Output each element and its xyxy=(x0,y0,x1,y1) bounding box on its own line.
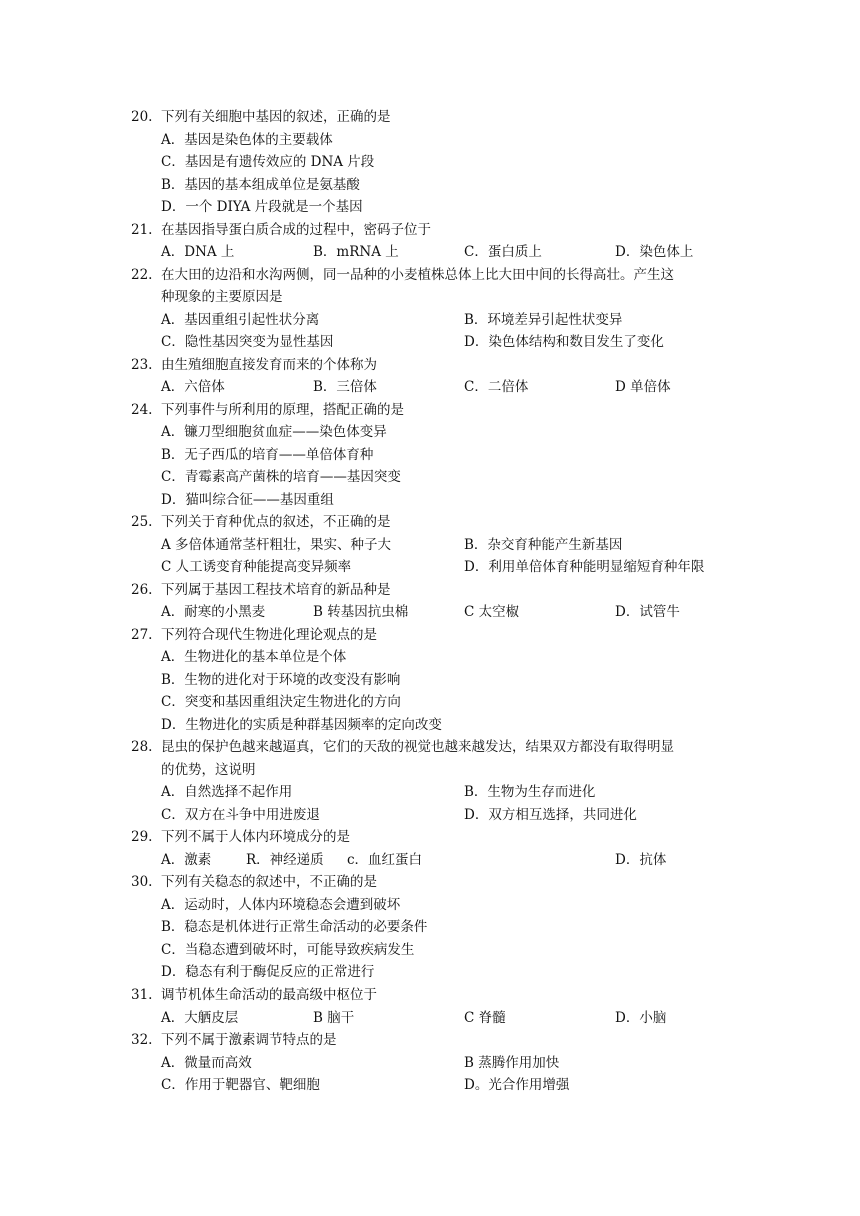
option: D 单倍体 xyxy=(615,379,671,395)
option: C．双方在斗争中用进废退 xyxy=(161,807,320,823)
option: D．抗体 xyxy=(615,852,667,868)
option: C．基因是有遗传效应的 DNA 片段 xyxy=(161,154,375,170)
question-stem: 下列有关细胞中基因的叙述，正确的是 xyxy=(161,109,391,125)
option: A．大舾皮层 xyxy=(161,1010,239,1026)
option: C．二倍体 xyxy=(464,379,529,395)
option: B．基因的基本组成单位是氨基酸 xyxy=(161,177,360,193)
option: C．隐性基因突变为显性基因 xyxy=(161,334,334,350)
option: D．试管牛 xyxy=(615,604,680,620)
option: A．DNA 上 xyxy=(161,244,235,260)
question-number: 23. xyxy=(131,357,153,373)
option: C．青霉素高产菌株的培育——基因突变 xyxy=(161,469,401,485)
question-stem: 下列有关稳态的叙述中，不正确的是 xyxy=(161,874,377,890)
option: D．染色体结构和数目发生了变化 xyxy=(464,334,664,350)
option: A．镰刀型细胞贫血症——染色体变异 xyxy=(161,424,387,440)
option: D．一个 DIYA 片段就是一个基因 xyxy=(161,199,363,215)
question-stem: 在基因指导蛋白质合成的过程中，密码子位于 xyxy=(161,222,431,238)
option: A．六倍体 xyxy=(161,379,225,395)
question-stem: 调节机体生命活动的最高级中枢位于 xyxy=(161,987,377,1003)
question-number: 25. xyxy=(131,514,153,530)
question-number: 31. xyxy=(131,987,153,1003)
option: B 转基因抗虫棉 xyxy=(313,604,409,620)
option: A．耐寒的小黑麦 xyxy=(161,604,266,620)
option: A．基因重组引起性状分离 xyxy=(161,312,320,328)
question-number: 30. xyxy=(131,874,153,890)
option: A．基因是染色体的主要载体 xyxy=(161,132,333,148)
question-number: 32. xyxy=(131,1032,153,1048)
option: A．生物进化的基本单位是个体 xyxy=(161,649,347,665)
question-stem: 下列不属于人体内环境成分的是 xyxy=(161,829,350,845)
option: B．稳态是机体进行正常生命活动的必要条件 xyxy=(161,919,428,935)
option: B．无子西瓜的培育——单倍体育种 xyxy=(161,447,374,463)
option: D．染色体上 xyxy=(615,244,694,260)
question-number: 20. xyxy=(131,109,153,125)
option: A 多倍体通常茎杆粗壮，果实、种子大 xyxy=(161,537,392,553)
option: B 脑干 xyxy=(313,1010,355,1026)
option: D．生物进化的实质是种群基因频率的定向改变 xyxy=(161,717,442,733)
question-number: 28. xyxy=(131,739,153,755)
option: B．三倍体 xyxy=(313,379,377,395)
option: A．微量而高效 xyxy=(161,1055,252,1071)
option: D．利用单倍体育种能明显缩短育种年限 xyxy=(464,559,705,575)
option: D．小脑 xyxy=(615,1010,667,1026)
option: B．杂交育种能产生新基因 xyxy=(464,537,623,553)
question-number: 29. xyxy=(131,829,153,845)
option: C．突变和基因重组決定生物进化的方向 xyxy=(161,694,401,710)
option: R．神经递质 xyxy=(246,852,324,868)
option: B．环境差异引起性状变异 xyxy=(464,312,623,328)
option: A．自然选择不起作用 xyxy=(161,784,293,800)
question-stem-continued: 的优势，这说明 xyxy=(161,762,256,778)
question-number: 22. xyxy=(131,267,153,283)
question-stem: 下列属于基因工程技术培育的新品种是 xyxy=(161,582,391,598)
option: C．蛋白质上 xyxy=(464,244,542,260)
option: D．双方相互选择，共同进化 xyxy=(464,807,637,823)
option: B．生物的进化对于环境的改变没有影响 xyxy=(161,672,401,688)
question-stem: 由生殖细胞直接发育而来的个体称为 xyxy=(161,357,377,373)
option: B．mRNA 上 xyxy=(313,244,399,260)
option: D．稳态有利于酶促反应的正常进行 xyxy=(161,964,375,980)
option: C 太空椒 xyxy=(464,604,520,620)
question-stem: 昆虫的保护色越来越逼真，它们的天敌的视觉也越来越发达，结果双方都没有取得明显 xyxy=(161,739,674,755)
question-stem: 下列不属于激素调节特点的是 xyxy=(161,1032,337,1048)
option: D．猫叫综合征——基因重组 xyxy=(161,492,334,508)
option: B 蒸腾作用加快 xyxy=(464,1055,560,1071)
option: D。光合作用增强 xyxy=(464,1077,570,1093)
option: A．激素 xyxy=(161,852,212,868)
question-stem: 下列关于育种优点的叙述，不正确的是 xyxy=(161,514,391,530)
question-stem: 下列符合现代生物进化理论观点的是 xyxy=(161,627,377,643)
option: C．作用于靶器官、靶细胞 xyxy=(161,1077,320,1093)
option: C 人工诱变育种能提高变异频率 xyxy=(161,559,352,575)
option: A．运动时，人体内环境稳态会遭到破坏 xyxy=(161,897,401,913)
option: B．生物为生存而进化 xyxy=(464,784,596,800)
question-stem: 下列事件与所利用的原理，搭配正确的是 xyxy=(161,402,404,418)
question-number: 24. xyxy=(131,402,153,418)
question-stem: 在大田的边沿和水沟两侧，同一品种的小麦植株总体上比大田中间的长得高壮。产生这 xyxy=(161,267,674,283)
option: C．当稳态遭到破坏时，可能导致疾病发生 xyxy=(161,942,415,958)
question-number: 26. xyxy=(131,582,153,598)
question-number: 21. xyxy=(131,222,153,238)
option: c．血红蛋白 xyxy=(347,852,423,868)
question-number: 27. xyxy=(131,627,153,643)
option: C 脊髓 xyxy=(464,1010,506,1026)
question-stem-continued: 种现象的主要原因是 xyxy=(161,289,283,305)
